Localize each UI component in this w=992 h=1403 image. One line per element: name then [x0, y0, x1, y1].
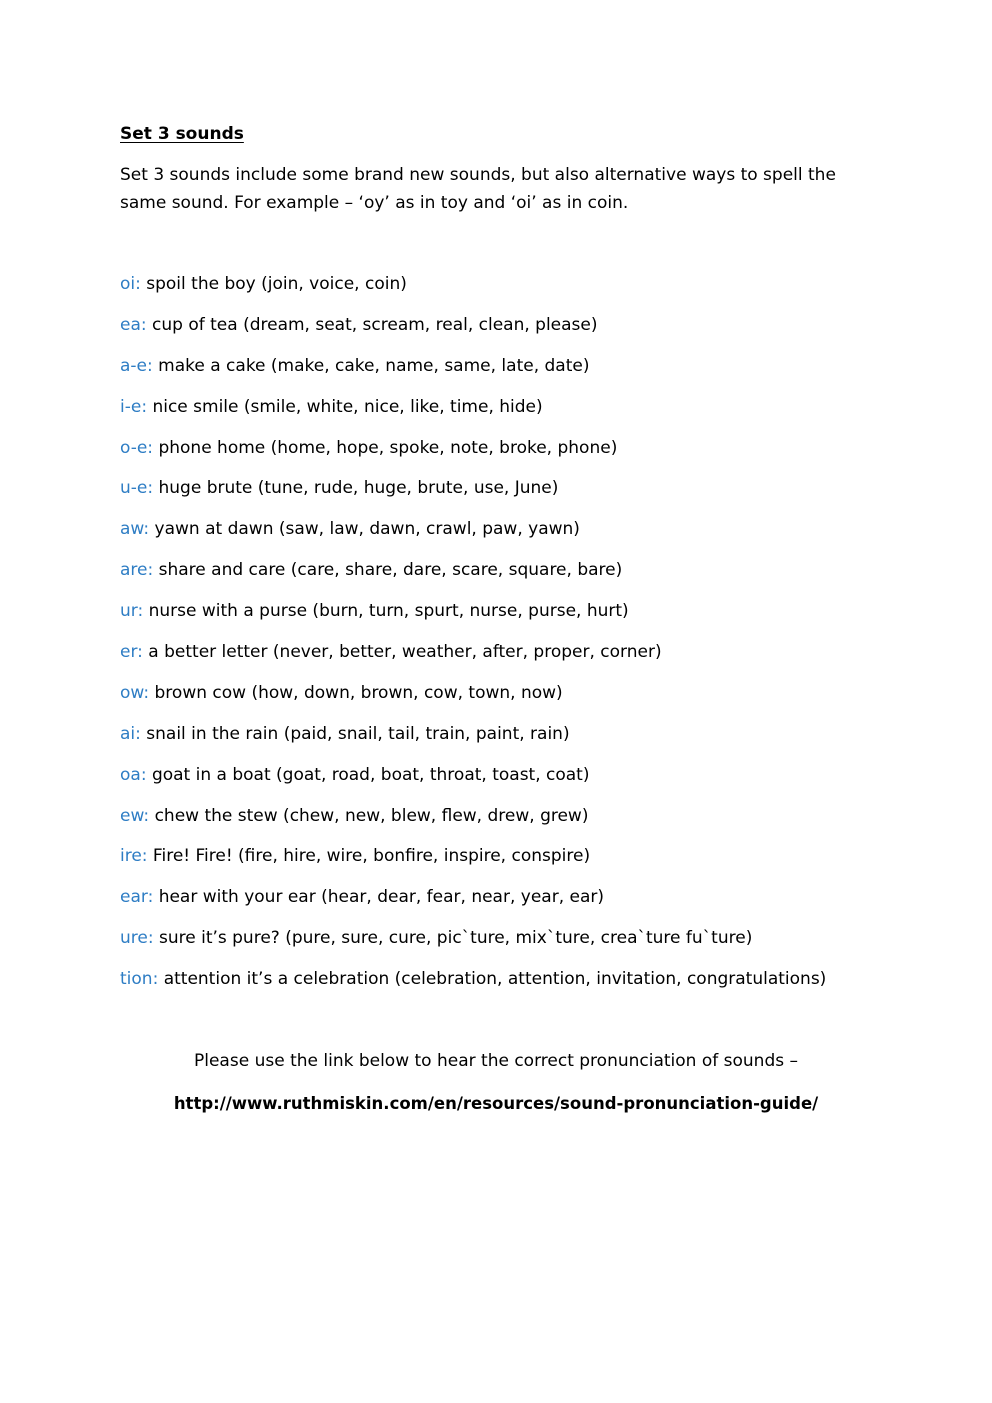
sound-item-ure	[120, 924, 880, 965]
sound-item-ea	[120, 311, 880, 352]
sound-key: ear:	[120, 887, 154, 908]
sound-key: aw:	[120, 519, 150, 540]
sound-text: brown cow (how, down, brown, cow, town, now)	[149, 682, 563, 703]
sound-key: u-e:	[120, 478, 154, 499]
sound-key: ai:	[120, 723, 141, 744]
page-title: Set 3 sounds	[120, 124, 244, 144]
sound-key: oi:	[120, 274, 141, 294]
sound-item-aw	[120, 515, 880, 556]
sound-key: ur:	[120, 601, 144, 622]
sound-text: a better letter (never, better, weather, after, proper, corner)	[142, 642, 662, 663]
sound-key: ew:	[120, 805, 150, 826]
sound-key: ea:	[120, 314, 147, 335]
sound-item-o-e	[120, 434, 880, 475]
sound-text: yawn at dawn (saw, law, dawn, crawl, paw, yawn)	[149, 519, 580, 540]
sound-key: ure:	[120, 928, 154, 949]
sound-text: chew the stew (chew, new, blew, flew, drew, grew)	[149, 805, 589, 826]
intro-paragraph: Set 3 sounds include some brand new sounds, but also alternative ways to spell the same sound. For example – ‘oy’ as in toy and ‘oi’ as in coin.	[120, 165, 836, 213]
sound-text: snail in the rain (paid, snail, tail, train, paint, rain)	[140, 723, 570, 744]
sound-text: make a cake (make, cake, name, same, late, date)	[152, 355, 590, 376]
sound-item-u-e	[120, 474, 880, 515]
sound-item-ow	[120, 679, 880, 720]
sound-key: ire:	[120, 846, 148, 867]
sound-key: o-e:	[120, 437, 154, 458]
sound-text: cup of tea (dream, seat, scream, real, clean, please)	[146, 314, 598, 335]
sound-item-tion	[120, 965, 880, 1006]
sound-key: er:	[120, 642, 143, 663]
sound-key: i-e:	[120, 396, 148, 417]
pronunciation-note: Please use the link below to hear the correct pronunciation of sounds –	[194, 1051, 798, 1071]
sound-item-ai	[120, 720, 880, 761]
sound-text: nice smile (smile, white, nice, like, time, hide)	[147, 396, 543, 417]
sound-text: phone home (home, hope, spoke, note, broke, phone)	[153, 437, 618, 458]
sound-item-ew	[120, 802, 880, 843]
sound-item-a-e	[120, 352, 880, 393]
sound-item-oi	[120, 270, 880, 311]
sound-item-oa	[120, 761, 880, 802]
sound-text: spoil the boy (join, voice, coin)	[140, 274, 407, 294]
sound-text: share and care (care, share, dare, scare, square, bare)	[153, 560, 623, 581]
sound-item-ur	[120, 597, 880, 638]
sound-key: a-e:	[120, 355, 153, 376]
sound-list	[120, 270, 880, 1006]
sound-key: are:	[120, 560, 154, 581]
sound-key: ow:	[120, 682, 150, 703]
sound-item-are	[120, 556, 880, 597]
sound-text: sure it’s pure? (pure, sure, cure, pic`ture, mix`ture, crea`ture fu`ture)	[153, 928, 753, 949]
sound-text: Fire! Fire! (fire, hire, wire, bonfire, inspire, conspire)	[147, 846, 591, 867]
sound-text: attention it’s a celebration (celebration, attention, invitation, congratulations)	[158, 969, 827, 990]
sound-key: tion:	[120, 969, 159, 990]
sound-item-er	[120, 638, 880, 679]
sound-item-i-e	[120, 393, 880, 434]
sound-text: goat in a boat (goat, road, boat, throat, toast, coat)	[146, 764, 590, 785]
sound-text: huge brute (tune, rude, huge, brute, use, June)	[153, 478, 559, 499]
sound-item-ire	[120, 842, 880, 883]
pronunciation-guide-link[interactable]: http://www.ruthmiskin.com/en/resources/sound-pronunciation-guide/	[173, 1094, 819, 1113]
sound-item-ear	[120, 883, 880, 924]
sound-text: hear with your ear (hear, dear, fear, near, year, ear)	[153, 887, 604, 908]
sound-text: nurse with a purse (burn, turn, spurt, nurse, purse, hurt)	[143, 601, 629, 622]
sound-key: oa:	[120, 764, 147, 785]
